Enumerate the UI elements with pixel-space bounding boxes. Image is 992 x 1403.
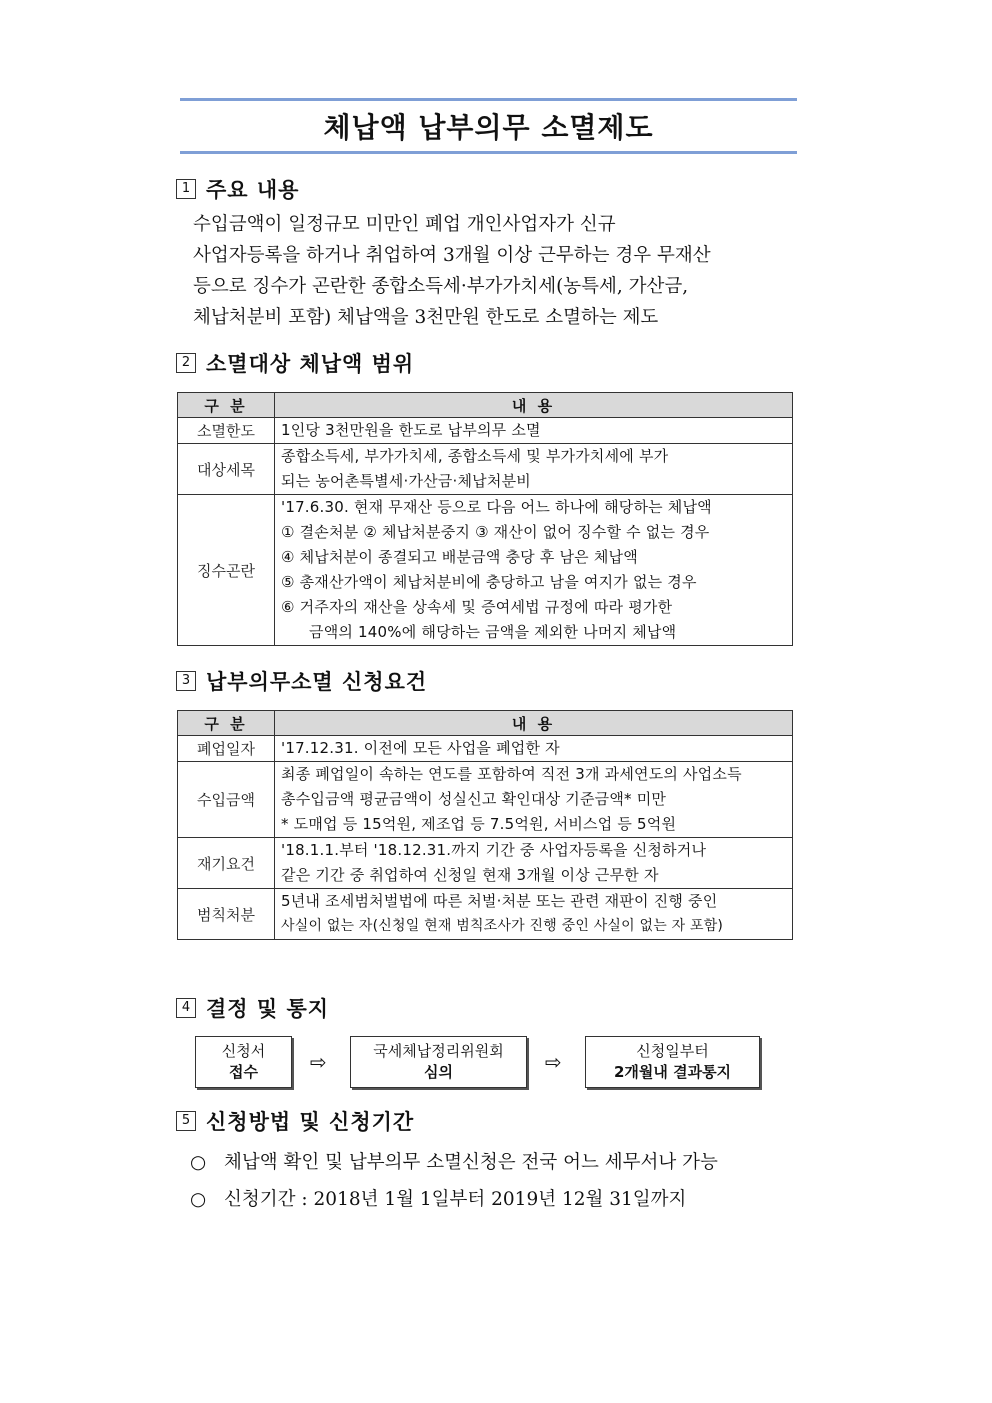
content-line: 같은 기간 중 취업하여 신청일 현재 3개월 이상 근무한 자	[281, 866, 659, 884]
section-number-box: 5	[176, 1111, 196, 1131]
table-row	[178, 418, 793, 444]
content-line: '17.6.30. 현재 무재산 등으로 다음 어느 하나에 해당하는 체납액	[281, 498, 712, 516]
row-content	[275, 444, 793, 495]
table-header-cell: 내 용	[275, 711, 793, 736]
row-label: 폐업일자	[178, 736, 275, 762]
application-requirements-table	[177, 710, 793, 940]
row-label: 소멸한도	[178, 418, 275, 444]
section-1-heading	[176, 174, 299, 204]
flow-step-review	[350, 1036, 527, 1088]
paragraph-line: 체납처분비 포함) 체납액을 3천만원 한도로 소멸하는 제도	[193, 307, 659, 328]
section-4-heading	[176, 993, 329, 1023]
page-title: 체납액 납부의무 소멸제도	[323, 111, 654, 144]
flow-step-receipt	[195, 1036, 292, 1088]
row-label: 징수곤란	[178, 495, 275, 646]
section-2-heading	[176, 348, 414, 378]
row-content	[275, 838, 793, 889]
row-content	[275, 762, 793, 838]
row-label: 범칙처분	[178, 889, 275, 940]
table-header-cell: 내 용	[275, 393, 793, 418]
table-row	[178, 762, 793, 838]
bullet-circle-icon: ○	[190, 1152, 207, 1173]
row-content	[275, 418, 793, 444]
right-arrow-icon: ⇨	[310, 1050, 327, 1074]
step-top-text: 국세체납정리위원회	[373, 1042, 504, 1060]
content-line: 사실이 없는 자(신청일 현재 범칙조사가 진행 중인 사실이 없는 자 포함)	[281, 918, 724, 934]
content-line: 금액의 140%에 해당하는 금액을 제외한 나머지 체납액	[309, 623, 677, 641]
step-bottom-text: 접수	[229, 1063, 258, 1081]
list-item	[190, 1185, 686, 1211]
step-top-text: 신청일부터	[636, 1042, 709, 1060]
table-header-row	[178, 711, 793, 736]
row-content	[275, 495, 793, 646]
row-label: 재기요건	[178, 838, 275, 889]
step-bottom-text: 심의	[424, 1063, 453, 1081]
row-content	[275, 736, 793, 762]
section-title: 결정 및 통지	[206, 997, 330, 1021]
section-title: 주요 내용	[206, 178, 300, 202]
paragraph-line: 수입금액이 일정규모 미만인 폐업 개인사업자가 신규	[193, 214, 616, 235]
section-5-heading	[176, 1106, 414, 1136]
content-line: '17.12.31. 이전에 모든 사업을 폐업한 자	[281, 739, 560, 757]
step-bottom-text: 2개월내 결과통지	[613, 1063, 732, 1081]
list-item-text: 체납액 확인 및 납부의무 소멸신청은 전국 어느 세무서나 가능	[224, 1152, 718, 1173]
content-line: '18.1.1.부터 '18.12.31.까지 기간 중 사업자등록을 신청하거나	[281, 841, 707, 859]
table-header-row	[178, 393, 793, 418]
section-1-paragraph	[193, 209, 799, 333]
section-title: 소멸대상 체납액 범위	[206, 352, 415, 376]
title-banner	[180, 98, 797, 154]
content-line: 종합소득세, 부가가치세, 종합소득세 및 부가가치세에 부가	[281, 447, 669, 465]
row-label: 수입금액	[178, 762, 275, 838]
paragraph-line: 등으로 징수가 곤란한 종합소득세·부가가치세(농특세, 가산금,	[193, 276, 689, 297]
paragraph-line: 사업자등록을 하거나 취업하여 3개월 이상 근무하는 경우 무재산	[193, 245, 711, 266]
section-title: 신청방법 및 신청기간	[206, 1110, 415, 1134]
flow-step-notice	[585, 1036, 760, 1088]
row-label: 대상세목	[178, 444, 275, 495]
content-line: 총수입금액 평균금액이 성실신고 확인대상 기준금액* 미만	[281, 790, 667, 808]
right-arrow-icon: ⇨	[545, 1050, 562, 1074]
content-line: ⑥ 거주자의 재산을 상속세 및 증여세법 규정에 따라 평가한	[281, 598, 673, 616]
table-row	[178, 889, 793, 940]
step-top-text: 신청서	[221, 1042, 266, 1060]
content-line: ⑤ 총재산가액이 체납처분비에 충당하고 남을 여지가 없는 경우	[281, 573, 697, 591]
table-header-cell: 구 분	[178, 711, 275, 736]
content-line: ① 결손처분 ② 체납처분중지 ③ 재산이 없어 징수할 수 없는 경우	[281, 523, 710, 541]
section-number-box: 3	[176, 671, 196, 691]
section-title: 납부의무소멸 신청요건	[206, 670, 428, 694]
content-line: 되는 농어촌특별세·가산금·체납처분비	[281, 472, 531, 490]
bullet-circle-icon: ○	[190, 1189, 207, 1210]
content-line: * 도매업 등 15억원, 제조업 등 7.5억원, 서비스업 등 5억원	[281, 815, 677, 833]
content-line: 최종 폐업일이 속하는 연도를 포함하여 직전 3개 과세연도의 사업소득	[281, 765, 742, 783]
table-row	[178, 444, 793, 495]
content-line: 5년내 조세범처벌법에 따른 처벌·처분 또는 관련 재판이 진행 중인	[281, 892, 718, 910]
content-line: ④ 체납처분이 종결되고 배분금액 충당 후 남은 체납액	[281, 548, 638, 566]
content-line: 1인당 3천만원을 한도로 납부의무 소멸	[281, 421, 541, 439]
section-number-box: 2	[176, 353, 196, 373]
section-number-box: 4	[176, 998, 196, 1018]
row-content	[275, 889, 793, 940]
table-row	[178, 838, 793, 889]
section-3-heading	[176, 666, 427, 696]
table-header-cell: 구 분	[178, 393, 275, 418]
table-row	[178, 736, 793, 762]
section-number-box: 1	[176, 179, 196, 199]
table-row	[178, 495, 793, 646]
list-item-text: 신청기간 : 2018년 1월 1일부터 2019년 12월 31일까지	[224, 1189, 687, 1210]
extinction-scope-table	[177, 392, 793, 646]
list-item	[190, 1148, 718, 1174]
